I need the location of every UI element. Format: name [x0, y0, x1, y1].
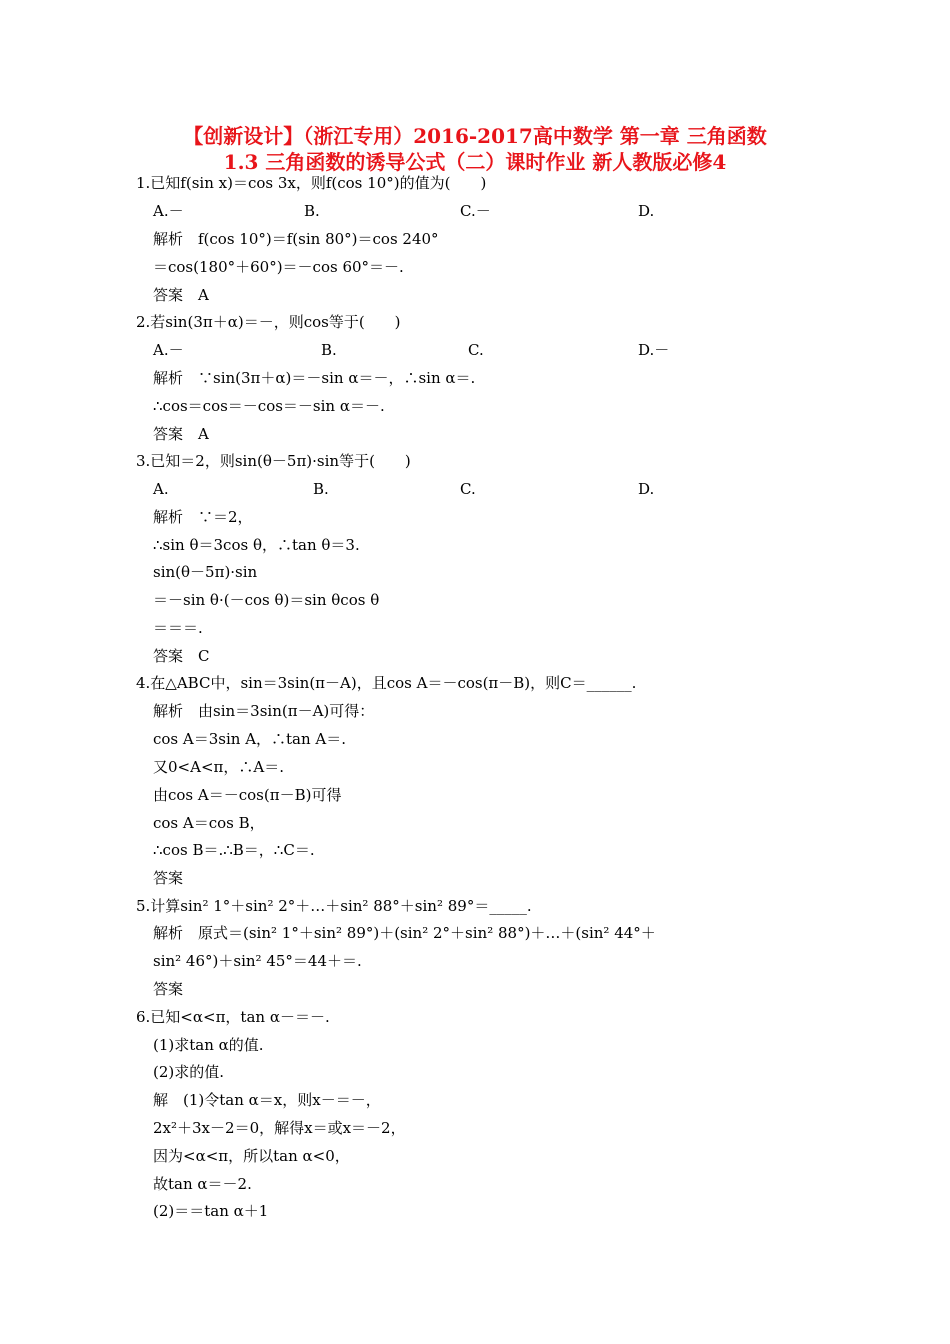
q1-stem: 1.已知f(sin x)＝cos 3x，则f(cos 10°)的值为( ) — [136, 174, 487, 192]
doc-title-line1: 【创新设计】（浙江专用）2016-2017高中数学 第一章 三角函数 — [183, 124, 767, 148]
q6-solution-line5: (2)＝＝tan α＋1 — [153, 1202, 269, 1220]
q3-solution-line5: ＝＝＝. — [153, 619, 203, 637]
q4-answer: 答案 — [153, 869, 184, 887]
q4-stem: 4.在△ABC中，sin＝3sin(π－A)，且cos A＝－cos(π－B)，则C＝______. — [136, 674, 637, 692]
q1-solution-line1: 解析 f(cos 10°)＝f(sin 80°)＝cos 240° — [153, 230, 439, 248]
q2-solution-line2: ∴cos＝cos＝－cos＝－sin α＝－. — [153, 397, 385, 415]
q6-solution-line4: 故tan α＝－2. — [153, 1175, 252, 1193]
q5-solution-line1: 解析 原式＝(sin² 1°＋sin² 89°)＋(sin² 2°＋sin² 88°)＋…＋(sin² 44°＋ — [153, 924, 656, 942]
q3-solution-line1: 解析 ∵＝2， — [153, 508, 253, 526]
q1-option-c: C.－ — [460, 202, 491, 220]
q5-stem: 5.计算sin² 1°＋sin² 2°＋…＋sin² 88°＋sin² 89°＝_____. — [136, 897, 532, 915]
q6-stem: 6.已知<α<π，tan α－＝－. — [136, 1008, 330, 1026]
q4-solution-line5: cos A＝cos B， — [153, 814, 265, 832]
q4-solution-line4: 由cos A＝－cos(π－B)可得 — [153, 786, 342, 804]
q1-solution-line2: ＝cos(180°＋60°)＝－cos 60°＝－. — [153, 258, 404, 276]
q6-part2: (2)求的值. — [153, 1063, 225, 1081]
doc-title-line2: 1.3 三角函数的诱导公式（二）课时作业 新人教版必修4 — [223, 150, 727, 174]
q1-answer: 答案 A — [153, 286, 209, 304]
q6-solution-line2: 2x²＋3x－2＝0，解得x＝或x＝－2， — [153, 1119, 406, 1137]
q2-option-c: C. — [468, 341, 484, 359]
q3-solution-line4: ＝－sin θ·(－cos θ)＝sin θcos θ — [153, 591, 380, 609]
q5-solution-line2: sin² 46°)＋sin² 45°＝44＋＝. — [153, 952, 362, 970]
q3-option-c: C. — [460, 480, 476, 498]
q4-solution-line3: 又0<A<π，∴A＝. — [153, 758, 284, 776]
q4-solution-line1: 解析 由sin＝3sin(π－A)可得： — [153, 702, 375, 720]
q6-solution-line1: 解 (1)令tan α＝x，则x－＝－， — [153, 1091, 381, 1109]
q2-option-d: D.－ — [638, 341, 670, 359]
q2-answer: 答案 A — [153, 425, 209, 443]
q6-solution-line3: 因为<α<π，所以tan α<0， — [153, 1147, 350, 1165]
q6-part1: (1)求tan α的值. — [153, 1036, 264, 1054]
q2-option-b: B. — [321, 341, 337, 359]
q3-option-b: B. — [313, 480, 329, 498]
q1-option-d: D. — [638, 202, 655, 220]
q3-solution-line3: sin(θ－5π)·sin — [153, 563, 258, 581]
q1-option-a: A.－ — [153, 202, 184, 220]
q3-stem: 3.已知＝2，则sin(θ－5π)·sin等于( ) — [136, 452, 411, 470]
q2-stem: 2.若sin(3π＋α)＝－，则cos等于( ) — [136, 313, 401, 331]
q4-solution-line2: cos A＝3sin A，∴tan A＝. — [153, 730, 347, 748]
q2-option-a: A.－ — [153, 341, 184, 359]
q2-solution-line1: 解析 ∵sin(3π＋α)＝－sin α＝－，∴sin α＝. — [153, 369, 476, 387]
q3-option-a: A. — [153, 480, 169, 498]
q3-solution-line2: ∴sin θ＝3cos θ，∴tan θ＝3. — [153, 536, 360, 554]
q3-answer: 答案 C — [153, 647, 210, 665]
q5-answer: 答案 — [153, 980, 184, 998]
q1-option-b: B. — [304, 202, 320, 220]
q4-solution-line6: ∴cos B＝.∴B＝，∴C＝. — [153, 841, 315, 859]
q3-option-d: D. — [638, 480, 655, 498]
